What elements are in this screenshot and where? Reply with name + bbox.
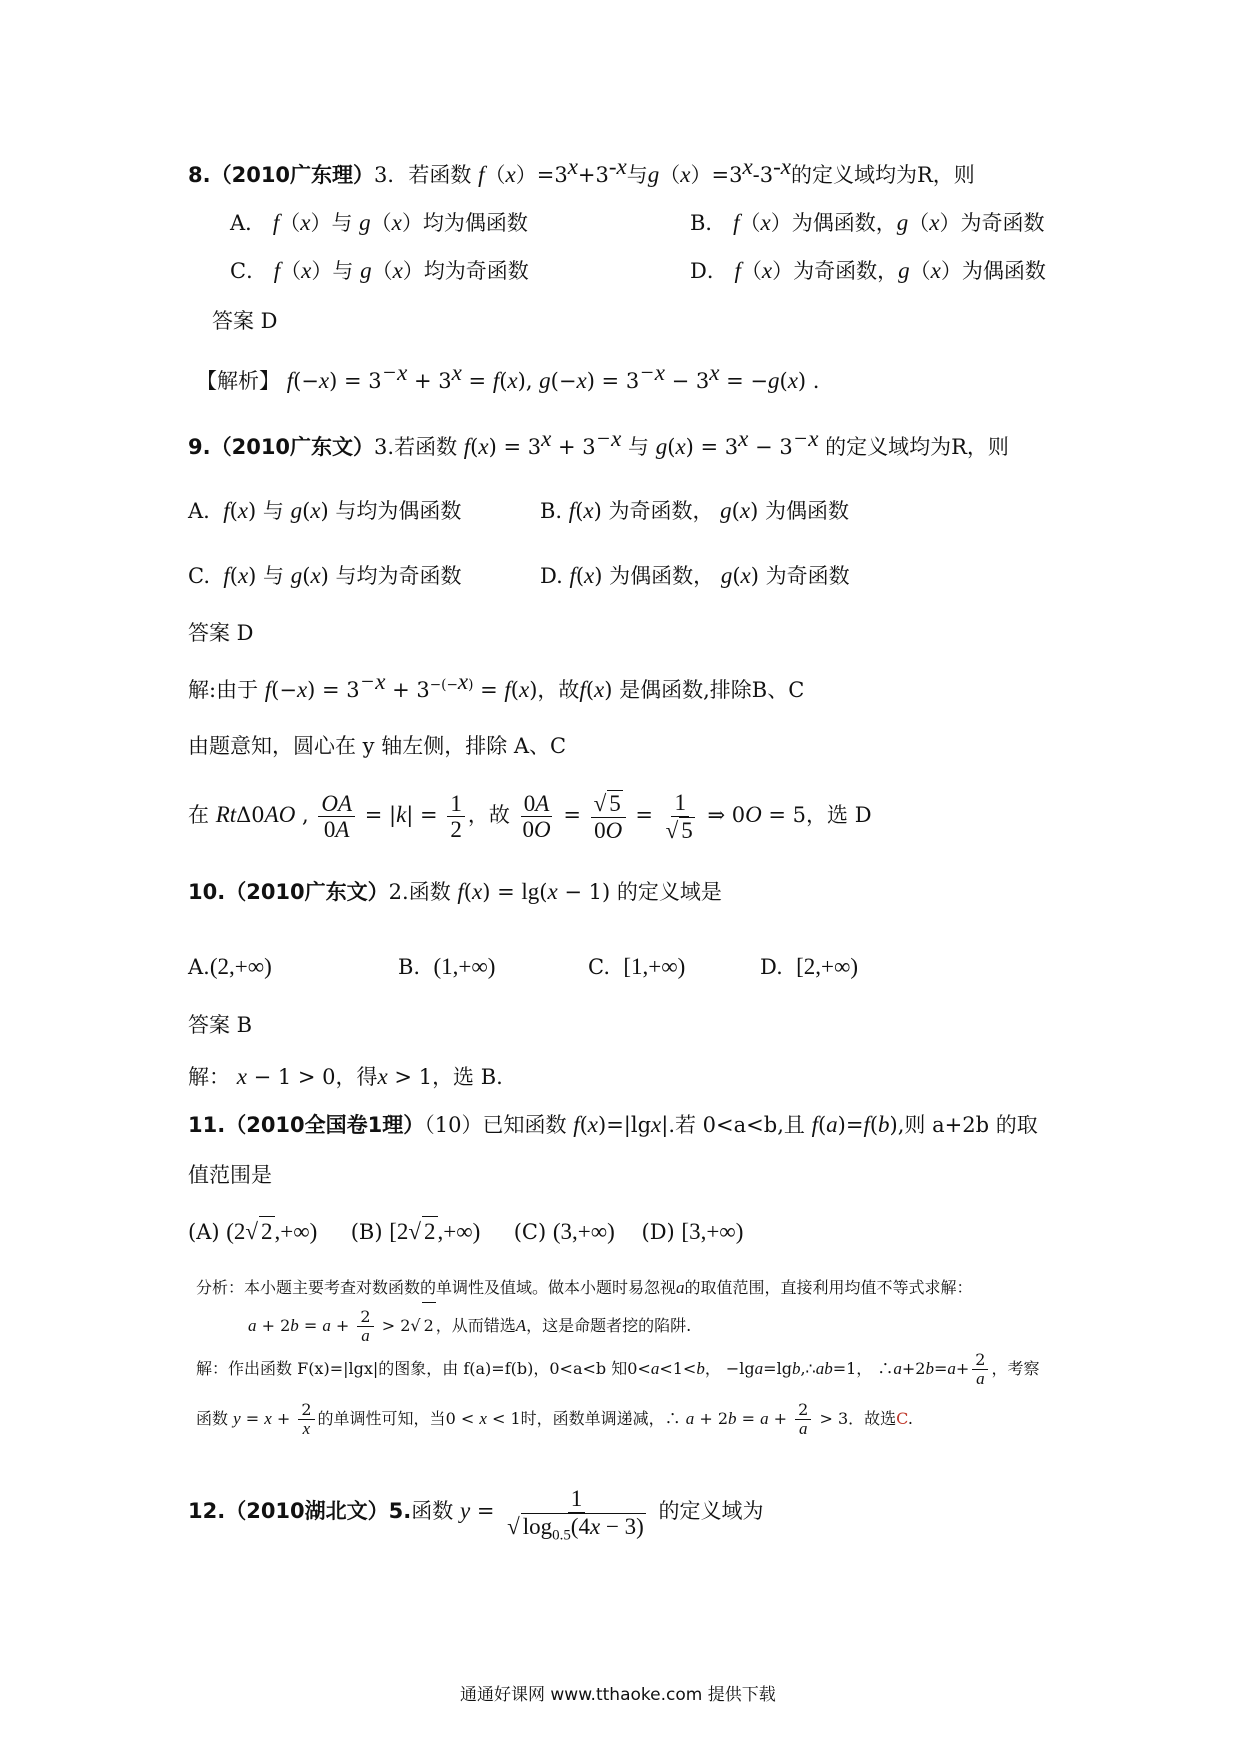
q9-stem: 9.（2010广东文）3.若函数 $f(x) = 3^x + 3^{-x}$ 与 $g(x) = 3^x - 3^{-x}$ 的定义域均为R，则 bbox=[188, 426, 1009, 459]
q9-number: 9. bbox=[188, 435, 211, 459]
q12-stem: 12.（2010湖北文）5.函数 y = $\frac{1}{√ \log_{0.5}(4x - 3)}$ 的定义域为 bbox=[188, 1486, 764, 1544]
q8-stem: 8.（2010广东理）3．若函数 $f(x)=3^x+3^{-x}$与$g(x)=3^x-3^{-x}$的定义域均为R，则 bbox=[188, 154, 975, 187]
q8-option-a: A． f（x）与 g（x）均为偶函数 bbox=[230, 210, 528, 235]
q8-option-c: C． f（x）与 g（x）均为奇函数 bbox=[230, 258, 529, 283]
q10-source: （2010广东文） bbox=[225, 880, 389, 904]
q12-number: 12. bbox=[188, 1499, 226, 1523]
q11-number: 11. bbox=[188, 1113, 226, 1137]
q9-solution-line3: 在 RtΔ0AO , $\frac{OA}{0A}$ = |k| = $\frac{1}{2}$ ，故 $\frac{0A}{0O}$ = $\frac{√ 5}{0O}$ = $\frac{1}{√ 5}$ ⇒ 0O = 5，选 D bbox=[188, 790, 872, 843]
q11-analysis-line1: 分析：本小题主要考查对数函数的单调性及值域。做本小题时易忽视a的取值范围，直接利用均值不等式求解： bbox=[196, 1278, 973, 1297]
q8-answer: 答案 D bbox=[212, 309, 278, 333]
q11-analysis-line2: a + 2b = a + $\frac{2}{a}$ > 2√ 2 ，从而错选A，这是命题者挖的陷阱. bbox=[248, 1302, 691, 1349]
q11-solution-line1: 解：作出函数 F(x)=|lgx|的图象，由 f(a)=f(b)，0<a<b 知0<a<1<b， −lga=lgb,∴ab=1， ∴a+2b=a+ $\frac{2}{a}$ ，考察 bbox=[196, 1350, 1040, 1388]
q11-solution-line2: 函数 y = x + $\frac{2}{x}$ 的单调性可知，当0 < x < 1时，函数单调递减，∴ a + 2b = a + $\frac{2}{a}$ > 3．故选C. bbox=[196, 1400, 913, 1438]
q9-answer: 答案 D bbox=[188, 621, 254, 645]
q11-option-d: (D) [3,+∞) bbox=[641, 1219, 744, 1244]
q10-option-a: A.(2,+∞) bbox=[188, 954, 272, 979]
q8-option-d: D． f（x）为奇函数，g（x）为偶函数 bbox=[690, 258, 1046, 283]
q9-solution-line2: 由题意知，圆心在 y 轴左侧，排除 A、C bbox=[188, 734, 567, 758]
q9-option-b: B. f(x) 为奇函数， g(x) 为偶函数 bbox=[540, 498, 849, 523]
q9-source: （2010广东文） bbox=[210, 435, 375, 459]
q8-number: 8. bbox=[188, 163, 211, 187]
q12-source: （2010湖北文） bbox=[225, 1499, 389, 1523]
q10-option-b: B. (1,+∞) bbox=[398, 954, 496, 979]
q11-stem-line2: 值范围是 bbox=[188, 1163, 272, 1187]
q8-source: （2010广东理） bbox=[210, 163, 375, 187]
q9-option-c: C. f(x) 与 g(x) 与均为奇函数 bbox=[188, 563, 462, 588]
q10-option-d: D. [2,+∞) bbox=[760, 954, 859, 979]
q8-analysis: 【解析】 $f(-x) = 3^{-x} + 3^x = f(x)$, $g(-x) = 3^{-x} - 3^x = -g(x)$ . bbox=[196, 360, 820, 393]
q8-option-b: B． f（x）为偶函数，g（x）为奇函数 bbox=[690, 210, 1045, 235]
page-footer: 通通好课网 www.tthaoke.com 提供下载 bbox=[460, 1685, 776, 1705]
q11-option-c: (C) (3,+∞) bbox=[513, 1219, 615, 1244]
q10-answer: 答案 B bbox=[188, 1013, 253, 1037]
q9-option-a: A. f(x) 与 g(x) 与均为偶函数 bbox=[188, 498, 462, 523]
q10-solution: 解： x − 1 > 0，得x > 1，选 B. bbox=[188, 1064, 503, 1089]
q9-option-d: D. f(x) 为偶函数， g(x) 为奇函数 bbox=[540, 563, 850, 588]
q11-option-b: (B) [2√ 2,+∞) bbox=[351, 1220, 481, 1244]
q10-option-c: C. [1,+∞) bbox=[588, 954, 686, 979]
q11-option-a: (A) (2√ 2,+∞) bbox=[188, 1220, 317, 1244]
q11-options bbox=[188, 1216, 743, 1247]
q10-number: 10. bbox=[188, 880, 226, 904]
q11-source: （2010全国卷1理） bbox=[225, 1113, 425, 1137]
q10-stem: 10.（2010广东文）2.函数 f(x) = lg(x − 1) 的定义域是 bbox=[188, 879, 722, 904]
q11-stem-line1: 11.（2010全国卷1理）（10）已知函数 f(x)=|lgx|.若 0<a<b,且 f(a)=f(b),则 a+2b 的取 bbox=[188, 1112, 1038, 1137]
q9-solution-line1: 解:由于 $f(-x) = 3^{-x} + 3^{-(-x)} = f(x)$，故f(x) 是偶函数,排除B、C bbox=[188, 669, 805, 702]
